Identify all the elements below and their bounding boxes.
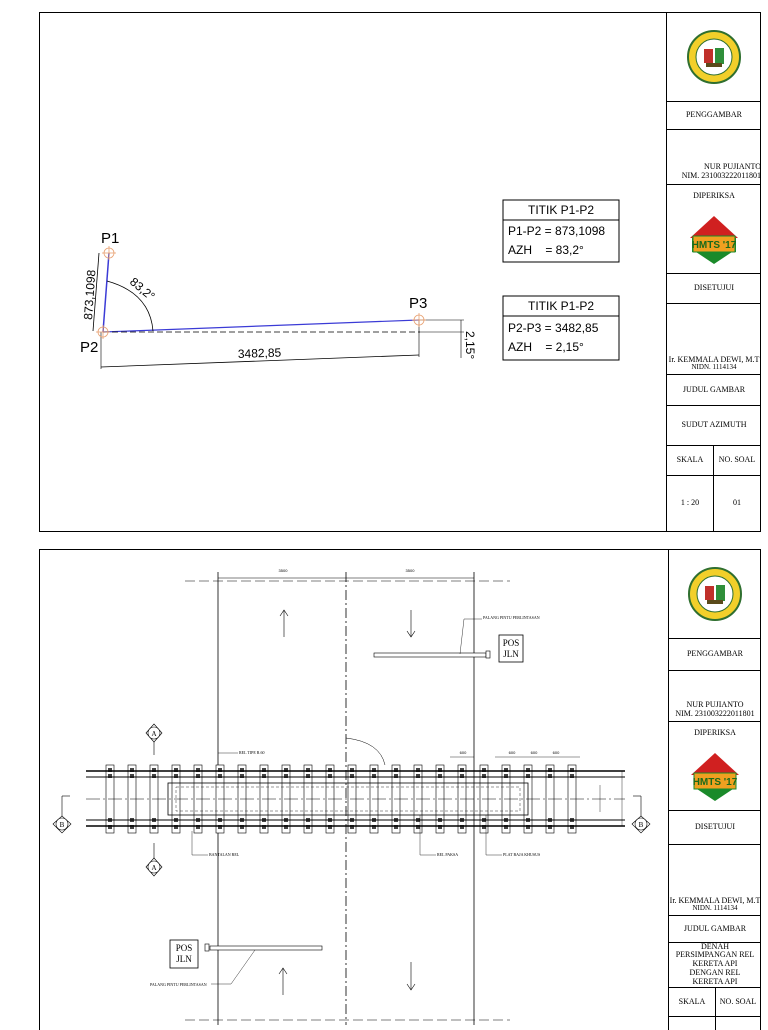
barrier-post [486,651,490,658]
drafter-name: NUR PUJIANTO [686,700,744,710]
direction-arrow-up [280,610,288,637]
palang-top-label: PALANG PINTU PERLINTASAN [483,615,540,620]
info-table-1 [503,200,619,262]
azimuth-drawing [40,13,666,531]
hmts-logo [688,214,740,266]
leader-line [460,619,464,654]
hmts-logo [689,751,741,803]
table-1-title: TITIK P1-P2 [527,203,595,217]
disetujui-label: DISETUJUI [669,810,761,845]
dim-top-left: 3500 [278,568,288,573]
table-2-line-1: P2-P3 = 3482,85 [508,321,599,335]
dim-600-4: 600 [552,750,560,755]
university-logo-cell [669,550,761,639]
direction-arrow-down [407,962,415,990]
section-marker-b-left [53,796,71,833]
penggambar-label: PENGGAMBAR [667,101,761,130]
label-p3: P3 [409,295,428,312]
skala-label: SKALA [667,445,714,475]
point-marker-p3 [412,313,426,327]
skala-label: SKALA [669,988,716,1016]
label-p2: P2 [80,339,99,356]
hmts-logo-text: HMTS '17 [691,240,737,251]
drafter-nim: NIM. 231003222011801 [675,709,755,719]
approver-cell [669,844,761,916]
disetujui-label: DISETUJUI [667,273,761,304]
drafter-cell [669,670,761,722]
judul-label: JUDUL GAMBAR [669,916,761,943]
title-block-1 [666,13,761,531]
dim-top-right: 3500 [405,568,415,573]
approver-nidn: NIDN. 1114134 [692,904,738,913]
scale-header-row [669,988,761,1017]
drafter-nim: NIM. 231003222011801 [681,171,761,181]
plat-baja-label: PLAT BAJA KHUSUS [503,852,541,857]
section-marker-b-right [632,796,650,833]
hmts-logo-cell [667,207,761,274]
approver-name: Ir. KEMMALA DEWI, M.T [668,354,760,364]
dim-600-1: 600 [459,750,467,755]
barrier-post [205,944,209,951]
hmts-logo-text: HMTS '17 [692,777,738,788]
no-soal-label: NO. SOAL [718,454,756,464]
dim-text-p1p2: 873,1098 [81,269,99,321]
pos-top-line-1: POS [502,638,520,648]
table-2-line-2: AZH = 2,15° [508,340,584,354]
barrier-gate-top [374,653,486,657]
university-seal-logo [687,566,743,622]
approver-nidn: NIDN. 1114134 [691,363,737,372]
judul-label: JUDUL GAMBAR [667,375,761,406]
leader-line [231,950,255,984]
skala-value: 1 : 20 [667,475,714,531]
section-marker-a-bottom [146,843,162,876]
penggambar-label: PENGGAMBAR [669,638,761,671]
line-p1-p2 [103,253,109,332]
hmts-logo-cell [669,744,761,811]
angle-text-p1: 83,2° [127,274,158,304]
no-soal-value: 01 [733,497,741,507]
approver-name: Ir. KEMMALA DEWI, M.T [669,895,761,905]
direction-arrow-up [279,968,287,995]
section-a-label: A [151,730,157,738]
line-p2-p3 [103,320,419,332]
drawing-sheet-1 [39,12,761,532]
section-marker-a-top [146,724,162,755]
rel-paksa-label: REL PAKSA [437,852,459,857]
skala-value [669,1016,716,1030]
section-b-label: B [59,821,65,829]
dim-text-p2p3: 3482,85 [237,345,282,361]
palang-bottom-label: PALANG PINTU PERLINTASAN [150,982,207,987]
angle-text-p3: 2,15° [463,331,477,360]
scale-value-row [669,1016,761,1030]
university-seal-logo [686,29,742,85]
drawing-title: DENAH PERSIMPANGAN REL KERETA API DENGAN REL KERETA API [669,942,761,988]
scale-value-row [667,475,761,531]
drafter-cell [667,129,761,185]
railway-crossing-plan [40,550,670,1025]
label-p1: P1 [101,230,120,247]
table-1-line-2: AZH = 83,2° [508,243,584,257]
bantalan-label: BANTALAN REL [209,852,240,857]
direction-arrow-down [407,610,415,637]
section-a-label: A [151,864,157,872]
drawing-title: SUDUT AZIMUTH [667,405,761,446]
point-marker-p1 [102,246,116,260]
pos-bottom-line-2: JLN [176,954,192,964]
info-table-2 [503,296,619,360]
pos-top-line-2: JLN [503,649,519,659]
scale-header-row [667,445,761,476]
title-block-2 [668,550,761,1030]
barrier-gate-bottom [210,946,322,950]
rel-tipe-label: REL TIPE R.60 [239,750,265,755]
diperiksa-label: DIPERIKSA [693,190,735,200]
diperiksa-label: DIPERIKSA [694,727,736,737]
approver-cell [667,303,761,375]
table-1-line-1: P1-P2 = 873,1098 [508,224,606,238]
no-soal-label: NO. SOAL [719,996,757,1006]
pos-bottom-line-1: POS [175,943,193,953]
drafter-name: NUR PUJIANTO [704,162,761,172]
university-logo-cell [667,13,761,102]
point-marker-p2 [96,325,110,339]
dim-600-3: 600 [530,750,538,755]
crossing-angle-arc [346,738,385,765]
section-b-label: B [638,821,644,829]
drawing-sheet-2 [39,549,761,1030]
dim-600-2: 600 [508,750,516,755]
table-2-title: TITIK P1-P2 [527,299,595,313]
